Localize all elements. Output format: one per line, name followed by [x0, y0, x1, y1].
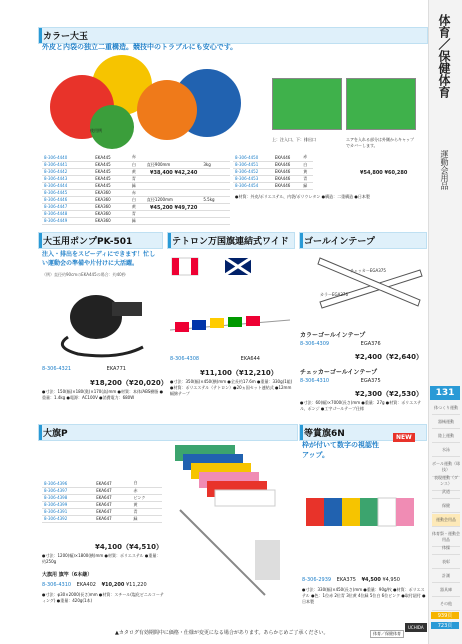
bigflag-spec: ●寸法：1200(幅)×1800(横)mm ●材質：ポリエステル ●重量：約250g — [42, 553, 161, 564]
sidebar-tab[interactable]: ボール運動（球技） — [432, 458, 460, 477]
sidebar — [428, 0, 462, 644]
sidebar-tab[interactable]: 体操 — [432, 542, 460, 555]
ball-spec: ●材質：外皮/ポリエステル、内袋/ポリウレタン ●構造：二重構造 ●日本製 — [235, 194, 370, 199]
sidebar-tab[interactable]: 保健 — [432, 500, 460, 513]
table-row: 8-306-4392 EKA647 緑 — [42, 515, 162, 522]
page-number: 131 — [430, 386, 460, 400]
goal-price-2: ¥2,300（¥2,530） — [355, 390, 424, 398]
table-row: 8-306-4453 EKA446 青 — [233, 175, 313, 182]
uchida-logo: UCHIDA — [405, 623, 427, 632]
pump-code: 8-306-4321 EKA771 — [42, 366, 126, 372]
table-row: 8-306-4443 EKA445 青 — [42, 175, 230, 182]
table-row: 8-306-4441 EKA445 白 直径900mm 3kg — [42, 161, 230, 168]
section-title-flags: テトロン万国旗連結式ワイド — [167, 232, 295, 249]
sidebar-tab[interactable]: 体育祭・運動会用品 — [432, 528, 460, 547]
table-row: 8-306-4448 EKA360 青 — [42, 210, 230, 217]
ball-caption-2: 上：注入口、下：排出口 — [272, 137, 316, 142]
six-code-row: 8-306-2939 EKA375 ¥4,500 ¥4,950 — [302, 577, 400, 583]
table-row: 8-306-4450 EKA446 赤 — [233, 154, 313, 161]
flags-price: ¥11,100（¥12,210） — [200, 369, 278, 377]
ref-939: 939頁 — [431, 612, 459, 619]
sidebar-tab[interactable]: 武道 — [432, 486, 460, 499]
goal-name-2: チェッカーゴールインテープ — [300, 369, 378, 376]
goal-name-1: カラーゴールインテープ — [300, 332, 366, 339]
ball-catch: 外皮と内袋の独立二重構造。競技中のトラブルにも安心です。 — [42, 43, 238, 51]
goal-code-1: 8-306-4309 EGA376 — [300, 341, 381, 347]
table-row: 8-306-4397 EKA647 赤 — [42, 487, 162, 494]
sidebar-subtitle: 運動会用品 — [440, 150, 449, 190]
pump-note: （例）直径約90cmのEKA445の場合：約40秒 — [42, 272, 126, 277]
table-row: 8-306-4440 EKA445 赤 — [42, 154, 230, 161]
sidebar-tab[interactable]: 体つくり運動 — [432, 402, 460, 415]
bigflag-photo — [165, 440, 290, 600]
sidebar-tab[interactable]: 器械運動 — [432, 416, 460, 429]
table-row: 8-306-4444 EKA445 緑 — [42, 182, 230, 189]
table-row: 8-306-4399 EKA647 黄 — [42, 501, 162, 508]
ball-price-1200: ¥45,200 ¥49,720 — [150, 205, 198, 211]
bigflag-price: ¥4,100（¥4,510） — [95, 543, 164, 551]
six-spec: ●寸法：330(幅)×450(長さ)mm ●重量：90g/枚 ●材質：ポリエステル ●色：1位赤 2位青 3位黄 4位緑 5位白 6位ピンク ●取付紐付 ●日本製 — [302, 587, 426, 604]
table-row: 8-306-4451 EKA446 白 — [233, 161, 313, 168]
pole-row: 8-306-4310 EKA402 ¥10,200 ¥11,220 — [42, 582, 147, 588]
ref-723: 723頁 — [431, 622, 459, 629]
ball-inset-photo-2 — [346, 78, 416, 130]
goal-label-checker: チェッカーEGA375 — [350, 268, 386, 273]
pump-photo — [48, 282, 158, 362]
section-title-bigflag: 大旗P — [38, 424, 298, 441]
sidebar-tab[interactable]: 表彰 — [432, 556, 460, 569]
pump-price: ¥18,200（¥20,020） — [90, 379, 168, 387]
section-title-six: 等賞旗6N — [299, 424, 427, 441]
sidebar-tab[interactable]: 陸上運動 — [432, 430, 460, 443]
table-row: 8-306-4398 EKA647 ピンク — [42, 494, 162, 501]
pump-spec: ●寸法：150(幅)×180(奥)×170(高)mm ●材質：本体/ABS樹脂 ●重量：1.4kg ●電源：AC100V ●消費電力：680W — [42, 389, 164, 400]
footer-brand: 体育／保健体育 — [370, 630, 404, 638]
sidebar-tab[interactable]: 運動会用品 — [432, 514, 460, 527]
ball-price-1500: ¥54,800 ¥60,280 — [360, 170, 408, 176]
table-row: 8-306-4452 EKA446 黄 — [233, 168, 313, 175]
table-row: 8-306-4391 EKA647 青 — [42, 508, 162, 515]
ball-price-900: ¥38,400 ¥42,240 — [150, 170, 198, 176]
table-row: 8-306-4454 EKA446 緑 — [233, 182, 313, 189]
pole-spec: ●寸法：φ30×2000(長さ)mm ●材質：スチール(塩化ビニルコーティング) ●重量：420g(1本) — [42, 592, 164, 603]
sidebar-tab[interactable]: 表現運動（ダンス） — [432, 472, 460, 491]
sidebar-tab[interactable]: 器具庫 — [432, 584, 460, 597]
ball-table-1 — [42, 154, 230, 225]
table-row: 8-306-4396 EKA647 白 — [42, 480, 162, 487]
table-row: 8-306-4446 EKA360 白 直径1200mm 5.5kg — [42, 196, 230, 203]
ball-table-2 — [233, 154, 313, 190]
goal-code-2: 8-306-4310 EGA375 — [300, 378, 381, 384]
section-title-pump: 大玉用ポンプPK-501 — [38, 232, 163, 249]
bigflag-table — [42, 480, 162, 523]
footer-note: ▲カタログ有効期間中に価格・仕様が変更になる場合があります。あらかじめご了承ください。 — [115, 630, 329, 636]
table-row: 8-306-4442 EKA445 黄 — [42, 168, 230, 175]
goal-price-1: ¥2,400（¥2,640） — [355, 353, 424, 361]
goal-photo — [300, 250, 425, 325]
pole-title: 大旗用 旗竿（6本継） — [42, 572, 93, 578]
pump-catch: 注入・排出をスピーディにできます！忙しい運動会の準備や片付けに大活躍。 — [42, 251, 156, 267]
sidebar-tab[interactable]: その他 — [432, 598, 460, 611]
ball-caption-1: 使用例 — [90, 128, 102, 133]
flags-spec: ●寸法：350(幅)×450(横)mm ●全長約17.6m ●重量：330g(1組) ●材質：ポリエステル（テトロン）●20ヵ国セット連結式 ●12mm幅綿テープ — [170, 379, 293, 396]
sidebar-tab[interactable]: 水泳 — [432, 444, 460, 457]
six-new-badge: NEW — [393, 433, 415, 442]
section-title-goal: ゴールインテープ — [299, 232, 427, 249]
goal-label-color: カラーEGA376 — [320, 292, 348, 297]
table-row: 8-306-4449 EKA360 緑 — [42, 217, 230, 224]
flags-code: 8-306-4308 EKA644 — [170, 356, 260, 362]
ball-caption-3: エアを入れる部分は外側からキャップでカバーします。 — [346, 137, 414, 148]
table-row: 8-306-4447 EKA360 黄 — [42, 203, 230, 210]
six-photo — [302, 458, 424, 578]
ball-inset-photo — [272, 78, 342, 130]
six-catch: 枠が付いて数字の視認性アップ。 — [302, 441, 379, 459]
sidebar-title: 体育／保健体育 — [437, 14, 451, 98]
sidebar-tab[interactable]: 計測 — [432, 570, 460, 583]
goal-spec: ●寸法：60(幅)×7000(長さ)mm ●重量：27g ●材質：ポリエステル、ポンジ ●工字ゴールテープ仕様 — [300, 400, 422, 411]
section-title-ball: カラー大玉 — [38, 27, 428, 44]
ball-photo — [42, 55, 242, 150]
table-row: 8-306-4445 EKA360 赤 — [42, 189, 230, 196]
flags-photo — [170, 250, 292, 355]
